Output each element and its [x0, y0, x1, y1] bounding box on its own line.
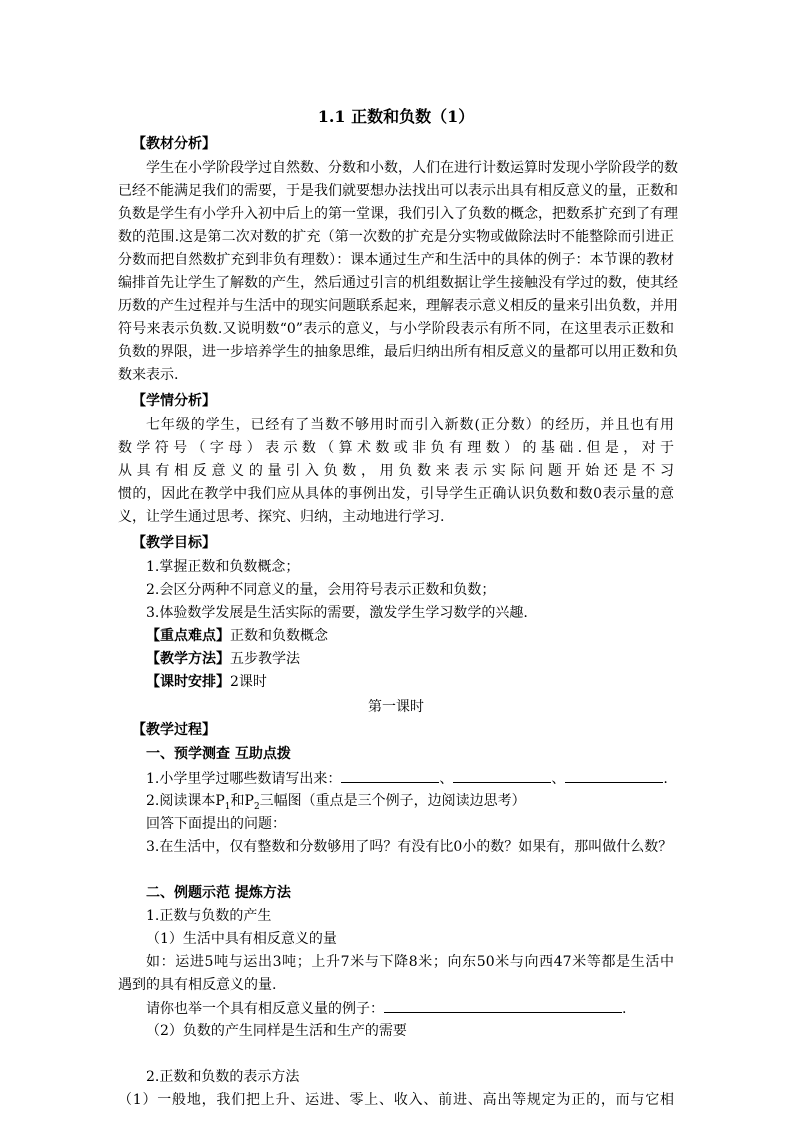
- answer-blank-1[interactable]: [341, 768, 439, 783]
- schedule-label: 【课时安排】: [146, 674, 230, 690]
- paragraph-line: 数学符号（字母）表示数（算术数或非负有理数）的基础.但是，对于: [118, 440, 674, 456]
- paragraph-line: 分数而把自然数扩充到非负有理数）：课本通过生产和生活中的具体的例子：本节课的教材: [118, 252, 674, 268]
- question-1-text: 1.小学里学过哪些数请写出来：: [146, 771, 342, 787]
- subscript: 2: [253, 801, 260, 812]
- goal-item: 2.会区分两种不同意义的量，会用符号表示正数和负数；: [146, 582, 496, 598]
- section-heading-textbook-analysis: 【教材分析】: [132, 136, 216, 152]
- question-2-text: 三幅图（重点是三个例子，边阅读边思考）: [259, 793, 526, 809]
- separator: 、: [551, 771, 566, 787]
- goal-item: 1.掌握正数和负数概念；: [146, 559, 300, 575]
- subsection-heading: 1.正数与负数的产生: [146, 908, 272, 924]
- goal-item: 3.体验数学发展是生活实际的需要，激发学生学习数学的兴趣.: [146, 605, 528, 621]
- period: .: [663, 771, 668, 787]
- period: .: [622, 1001, 627, 1017]
- paragraph-line: 符号来表示负数.又说明数“0”表示的意义，与小学阶段表示有所不同，在这里表示正数和: [118, 321, 674, 337]
- answer-blank-3[interactable]: [565, 768, 663, 783]
- question-2-text: 2.阅读课本P: [146, 793, 225, 809]
- paragraph-line: 学生在小学阶段学过自然数、分数和小数，人们在进行计数运算时发现小学阶段学的数: [146, 160, 678, 176]
- paragraph-line: 惯的，因此在教学中我们应从具体的事例出发，引导学生正确认识负数和数0表示量的意: [118, 486, 674, 502]
- paragraph-line: 负数的界限，进一步培养学生的抽象思维，最后归纳出所有相反意义的量都可以用正数和负: [118, 344, 678, 360]
- paragraph-line: 已经不能满足我们的需要，于是我们就要想办法找出可以表示出具有相反意义的量，正数和: [118, 183, 678, 199]
- schedule-line: [146, 672, 674, 693]
- paragraph-line: 数的范围.这是第二次对数的扩充（第一次数的扩充是分实物或做除法时不能整除而引进正: [118, 229, 674, 245]
- question-2-text: 和P: [230, 793, 254, 809]
- section-heading-teaching-goals: 【教学目标】: [132, 535, 216, 551]
- method-line: [146, 649, 674, 670]
- key-points-line: [146, 626, 674, 647]
- paragraph-line: 从具有相反意义的量引入负数，用负数来表示实际问题开始还是不习: [118, 463, 674, 479]
- example-prompt-text: 请你也举一个具有相反意义量的例子：: [146, 1001, 384, 1017]
- question-3: 3.在生活中，仅有整数和分数够用了吗？有没有比0小的数？如果有，那叫做什么数？: [146, 839, 673, 855]
- subscript: 1: [224, 801, 231, 812]
- question-2-note: 回答下面提出的问题：: [146, 816, 286, 832]
- subsection-item: （1）一般地，我们把上升、运进、零上、收入、前进、高出等规定为正的，而与它相: [118, 1092, 674, 1108]
- key-points-label: 【重点难点】: [146, 628, 230, 644]
- paragraph-line: 历数的产生过程并与生活中的现实问题联系起来，理解表示意义相反的量来引出负数，并用: [118, 298, 678, 314]
- subsection-item: （2）负数的产生同样是生活和生产的需要: [146, 1023, 407, 1039]
- paragraph-line: 数来表示.: [118, 367, 179, 383]
- example-prompt: [146, 998, 674, 1020]
- paragraph-line: 七年级的学生，已经有了当数不够用时而引入新数(正分数）的经历，并且也有用: [146, 417, 674, 433]
- paragraph-line: 义，让学生通过思考、探究、归纳，主动地进行学习.: [118, 509, 445, 525]
- paragraph-line: 负数是学生有小学升入初中后上的第一堂课，我们引入了负数的概念，把数系扩充到了有理: [118, 206, 678, 222]
- example-answer-blank[interactable]: [384, 998, 622, 1013]
- separator: 、: [439, 771, 454, 787]
- section-heading-learner-analysis: 【学情分析】: [132, 393, 216, 409]
- subsection-item: （1）生活中具有相反意义的量: [146, 931, 337, 947]
- key-points-value: 正数和负数概念: [230, 628, 328, 644]
- schedule-value: 2课时: [230, 674, 267, 690]
- part2-heading: 二、例题示范 提炼方法: [146, 885, 291, 901]
- method-label: 【教学方法】: [146, 651, 230, 667]
- paragraph-line: 编排首先让学生了解数的产生，然后通过引言的机组数据让学生接触没有学过的数，使其经: [118, 275, 678, 291]
- example-line: 如：运进5吨与运出3吨；上升7米与下降8米；向东50米与向西47米等都是生活中: [146, 954, 674, 970]
- question-1: [146, 768, 674, 790]
- method-value: 五步教学法: [230, 651, 300, 667]
- subsection-heading: 2.正数和负数的表示方法: [146, 1069, 300, 1085]
- section-heading-teaching-process: 【教学过程】: [132, 722, 216, 738]
- lesson-heading: 第一课时: [368, 699, 424, 715]
- example-line: 遇到的具有相反意义的量.: [118, 977, 277, 993]
- answer-blank-2[interactable]: [453, 768, 551, 783]
- part1-heading: 一、预学测查 互助点拨: [146, 746, 291, 762]
- page-title: 1.1 正数和负数（1）: [317, 107, 475, 126]
